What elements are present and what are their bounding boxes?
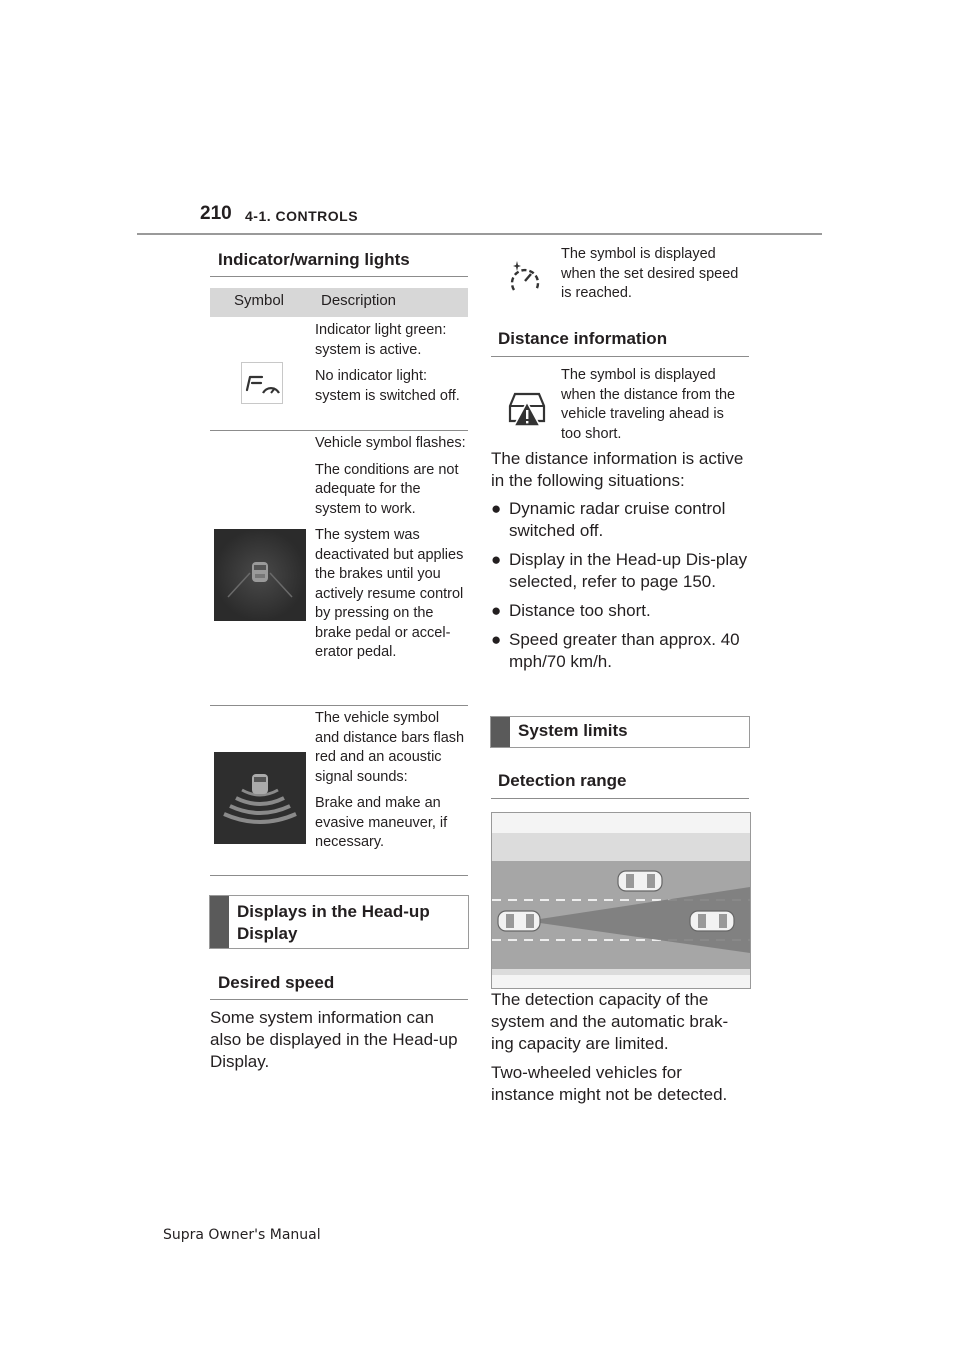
vehicle-symbol-flashing-icon [214, 529, 306, 621]
header-divider [137, 233, 822, 235]
desired-speed-icon [507, 259, 543, 295]
row3-description [315, 709, 467, 860]
col-description-header: Description [321, 292, 397, 309]
detection-para2: Two-wheeled vehicles for instance might not be detected. [491, 1063, 728, 1104]
row-divider [210, 705, 468, 706]
heading-rule [210, 999, 468, 1000]
row1-description [315, 321, 467, 413]
speed-symbol-text: The symbol is displayed when the set desired speed is reached. [561, 246, 739, 301]
heading-rule [491, 356, 749, 357]
bullet-item: ● Dynamic radar cruise control switched off. [491, 499, 726, 540]
bullet-item: ● Speed greater than approx. 40 mph/70 km/h. [491, 630, 740, 671]
footer-text: Supra Owner's Manual [163, 1227, 321, 1243]
hud-text: Some system information can also be displayed in the Head-up Display. [210, 1008, 458, 1071]
row1-para1: Indicator light green: system is active. [315, 322, 447, 358]
detection-para1: The detection capacity of the system and the automatic brak-ing capacity are limited. [491, 990, 729, 1053]
distance-symbol-text: The symbol is displayed when the distance from the vehicle traveling ahead is too short. [561, 367, 736, 442]
table-header [210, 288, 468, 317]
distance-warning-icon [505, 388, 549, 428]
row2-para2: The conditions are not adequate for the system to work. [315, 461, 459, 517]
row-divider [210, 430, 468, 431]
heading-rule [491, 798, 749, 799]
hud-heading: Displays in the Head-up Display [237, 902, 430, 943]
chapter-title: 4-1. CONTROLS [245, 208, 359, 224]
distance-heading: Distance information [498, 329, 668, 348]
page-number: 210 [200, 203, 232, 224]
distance-intro: The distance information is active in the following situations: [491, 449, 744, 490]
table-bottom-rule [210, 875, 468, 876]
system-limits-bar [490, 716, 750, 748]
indicator-heading: Indicator/warning lights [218, 250, 410, 269]
row2-para1: Vehicle symbol flashes: [315, 435, 466, 451]
row3-para1: The vehicle symbol and distance bars flash red and an acoustic signal sounds: [315, 710, 465, 785]
heading-rule [210, 276, 468, 277]
col-symbol-header: Symbol [234, 292, 285, 309]
detection-capacity-text [491, 989, 749, 1113]
row1-para2: No indicator light: system is switched off. [315, 368, 460, 404]
row2-para3: The system was deactivated but applies the brakes until you actively resume control by pressing on the brake pedal or accel-erator pedal. [315, 527, 464, 660]
distance-bullet-list [491, 498, 749, 680]
desired-speed-heading: Desired speed [218, 973, 335, 992]
row3-para2: Brake and make an evasive maneuver, if necessary. [315, 795, 448, 850]
distance-bars-red-icon [214, 752, 306, 844]
system-limits-heading: System limits [518, 721, 628, 740]
detection-range-illustration [491, 812, 751, 989]
hud-heading-bar [209, 895, 469, 949]
bullet-item: ● Display in the Head-up Dis-play selected, refer to page 150. [491, 550, 748, 591]
detection-heading: Detection range [498, 771, 627, 790]
cruise-control-green-icon [241, 362, 283, 404]
row2-description [315, 434, 467, 670]
bullet-item: ● Distance too short. [491, 601, 651, 620]
